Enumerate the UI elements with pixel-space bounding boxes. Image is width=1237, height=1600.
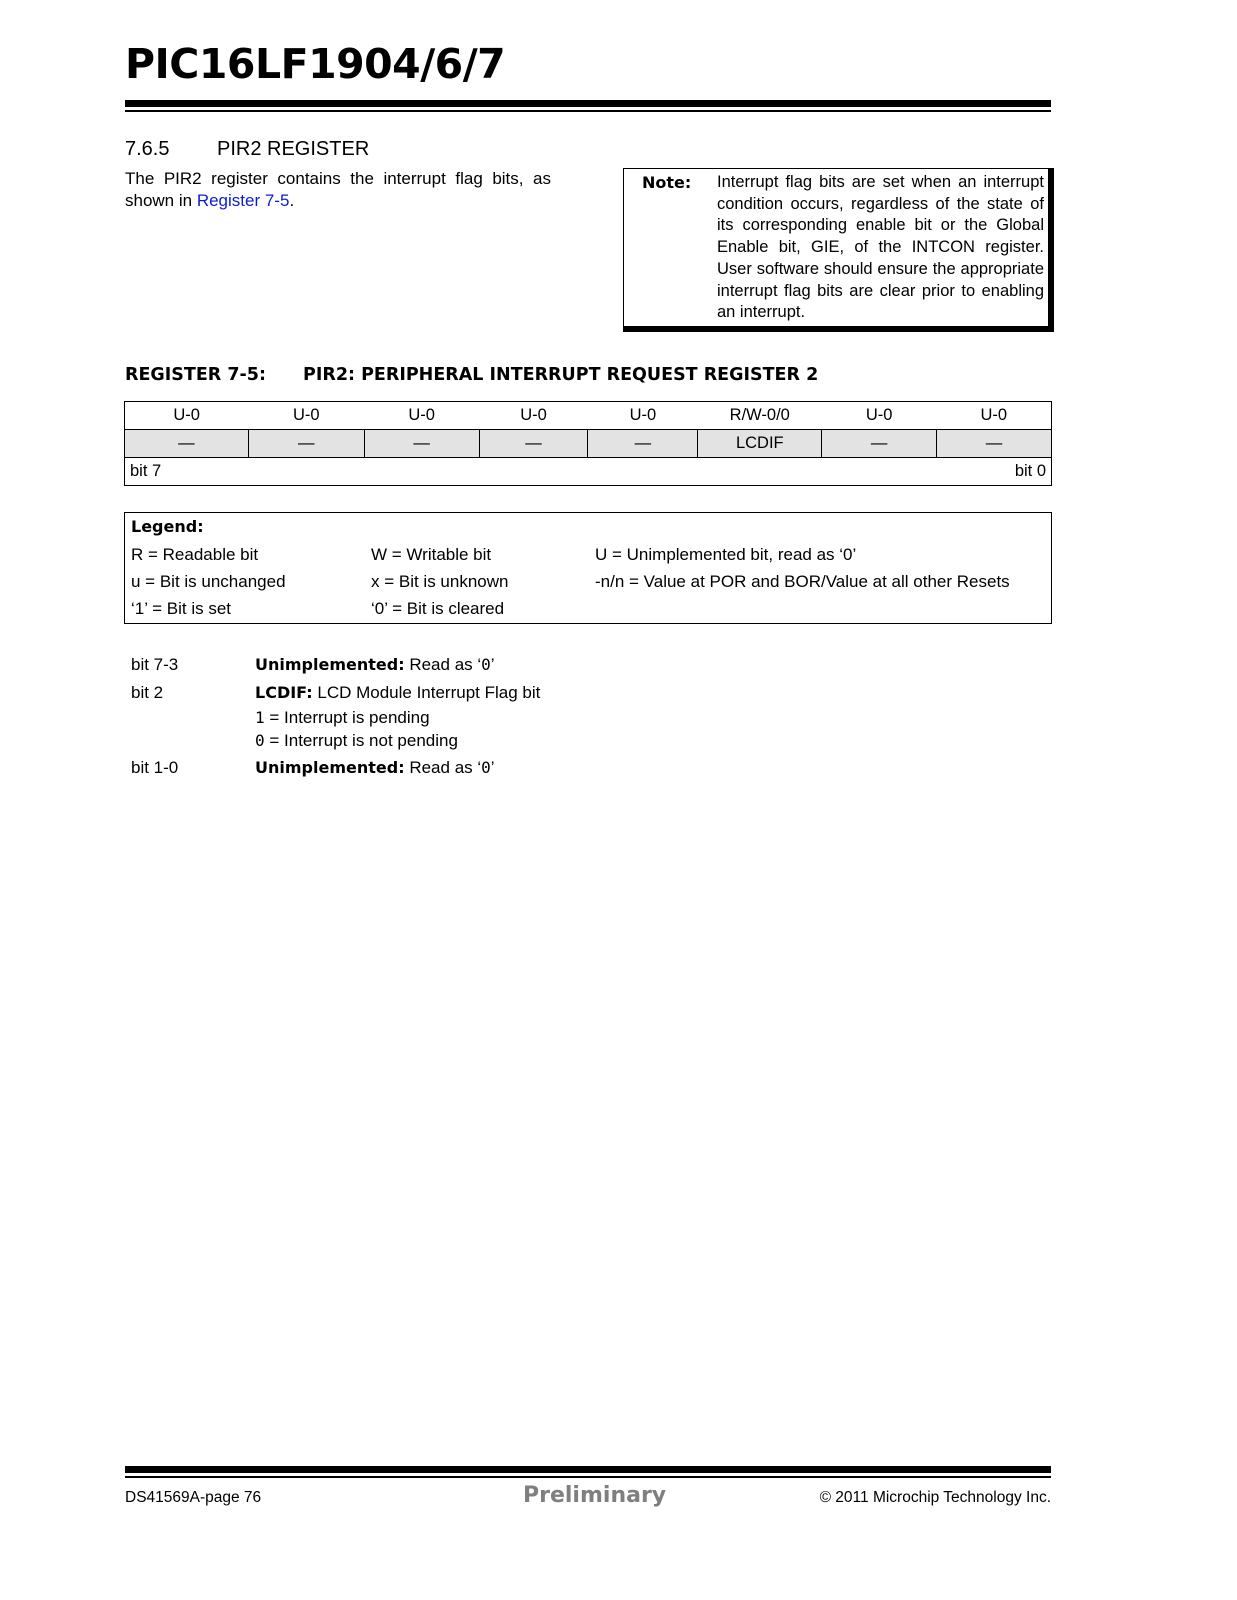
legend-title: Legend: bbox=[131, 517, 204, 536]
section-title: PIR2 REGISTER bbox=[217, 138, 370, 160]
bit-option bbox=[255, 731, 458, 751]
bit-desc-text: Read as ‘ bbox=[409, 655, 482, 674]
bit-description bbox=[255, 683, 540, 703]
bit-field-name: Unimplemented: bbox=[255, 655, 405, 674]
legend-cell: u = Bit is unchanged bbox=[131, 572, 286, 591]
note-box bbox=[623, 168, 1054, 332]
bit-name-cell: — bbox=[937, 430, 1052, 458]
footer-copyright: © 2011 Microchip Technology Inc. bbox=[819, 1489, 1051, 1506]
footer-rule-thick bbox=[125, 1466, 1051, 1473]
intro-text: The PIR2 register contains the interrupt flag bits, as shown in bbox=[125, 169, 551, 210]
legend-cell: R = Readable bit bbox=[131, 545, 259, 564]
bit-label: bit 2 bbox=[131, 683, 164, 702]
bit-name-cell: LCDIF bbox=[698, 430, 822, 458]
bit-desc-end: ’ bbox=[490, 655, 495, 674]
register-title: PIR2: PERIPHERAL INTERRUPT REQUEST REGISTER 2 bbox=[303, 365, 819, 385]
bit-name-cell: — bbox=[822, 430, 937, 458]
bit-desc-end: ’ bbox=[490, 758, 495, 777]
footer-page-number: DS41569A-page 76 bbox=[125, 1489, 262, 1506]
register-table bbox=[124, 401, 1052, 486]
legend-cell: W = Writable bit bbox=[371, 545, 492, 564]
bit-name-cell: — bbox=[125, 430, 249, 458]
legend-cell: -n/n = Value at POR and BOR/Value at all other Resets bbox=[595, 572, 1010, 591]
access-row bbox=[125, 402, 1052, 430]
header-rule-thin bbox=[125, 110, 1051, 112]
lsb-label: bit 0 bbox=[1014, 462, 1046, 480]
access-cell: U-0 bbox=[479, 402, 588, 430]
bit-description bbox=[255, 655, 495, 675]
access-cell: U-0 bbox=[125, 402, 249, 430]
bit-option-value: 0 bbox=[255, 731, 265, 750]
section-number: 7.6.5 bbox=[125, 138, 170, 160]
header-rule-thick bbox=[125, 100, 1051, 107]
access-cell: U-0 bbox=[822, 402, 937, 430]
intro-paragraph bbox=[125, 168, 551, 212]
footer-status: Preliminary bbox=[523, 1483, 667, 1508]
bit-field-name: LCDIF: bbox=[255, 683, 313, 702]
note-label: Note: bbox=[642, 173, 692, 192]
access-cell: U-0 bbox=[248, 402, 364, 430]
bit-field-name: Unimplemented: bbox=[255, 758, 405, 777]
access-cell: U-0 bbox=[937, 402, 1052, 430]
document-title: PIC16LF1904/6/7 bbox=[125, 40, 506, 88]
msb-label: bit 7 bbox=[130, 462, 162, 480]
footer-rule-thin bbox=[125, 1476, 1051, 1478]
legend-cell: ‘0’ = Bit is cleared bbox=[371, 599, 505, 618]
bit-name-cell: — bbox=[588, 430, 698, 458]
bit-label: bit 1-0 bbox=[131, 758, 179, 777]
bit-label: bit 7-3 bbox=[131, 655, 179, 674]
legend-cell: x = Bit is unknown bbox=[371, 572, 509, 591]
bit-number-row bbox=[125, 458, 1052, 486]
section-heading bbox=[125, 138, 369, 161]
bit-name-row bbox=[125, 430, 1052, 458]
bit-desc-text: LCD Module Interrupt Flag bit bbox=[317, 683, 541, 702]
bit-desc-text: Read as ‘ bbox=[409, 758, 482, 777]
legend-cell: ‘1’ = Bit is set bbox=[131, 599, 231, 618]
bit-name-cell: — bbox=[364, 430, 479, 458]
register-number: REGISTER 7-5: bbox=[125, 365, 266, 385]
register-heading bbox=[125, 365, 818, 385]
bit-desc-value: 0 bbox=[481, 655, 491, 674]
access-cell: U-0 bbox=[588, 402, 698, 430]
bit-option bbox=[255, 708, 430, 728]
bit-name-cell: — bbox=[248, 430, 364, 458]
bit-desc-value: 0 bbox=[481, 758, 491, 777]
note-text: Interrupt flag bits are set when an interrupt condition occurs, regardless of the state of its corresponding enable bit or the Global Enable bit, GIE, of the INTCON register. User software should ensure the appropriate interrupt flag bits are clear prior to enabling an interrupt. bbox=[717, 173, 1044, 322]
bit-name-cell: — bbox=[479, 430, 588, 458]
bit-option-text: = Interrupt is not pending bbox=[264, 731, 458, 750]
bit-option-text: = Interrupt is pending bbox=[264, 708, 430, 727]
bit-range-cell bbox=[125, 458, 1052, 486]
access-cell: R/W-0/0 bbox=[698, 402, 822, 430]
legend-cell: U = Unimplemented bit, read as ‘0’ bbox=[595, 545, 857, 564]
access-cell: U-0 bbox=[364, 402, 479, 430]
bit-description bbox=[255, 758, 495, 778]
bit-option-value: 1 bbox=[255, 708, 265, 727]
legend-box bbox=[124, 512, 1052, 624]
register-link[interactable]: Register 7-5 bbox=[196, 191, 290, 210]
intro-end: . bbox=[289, 191, 295, 210]
